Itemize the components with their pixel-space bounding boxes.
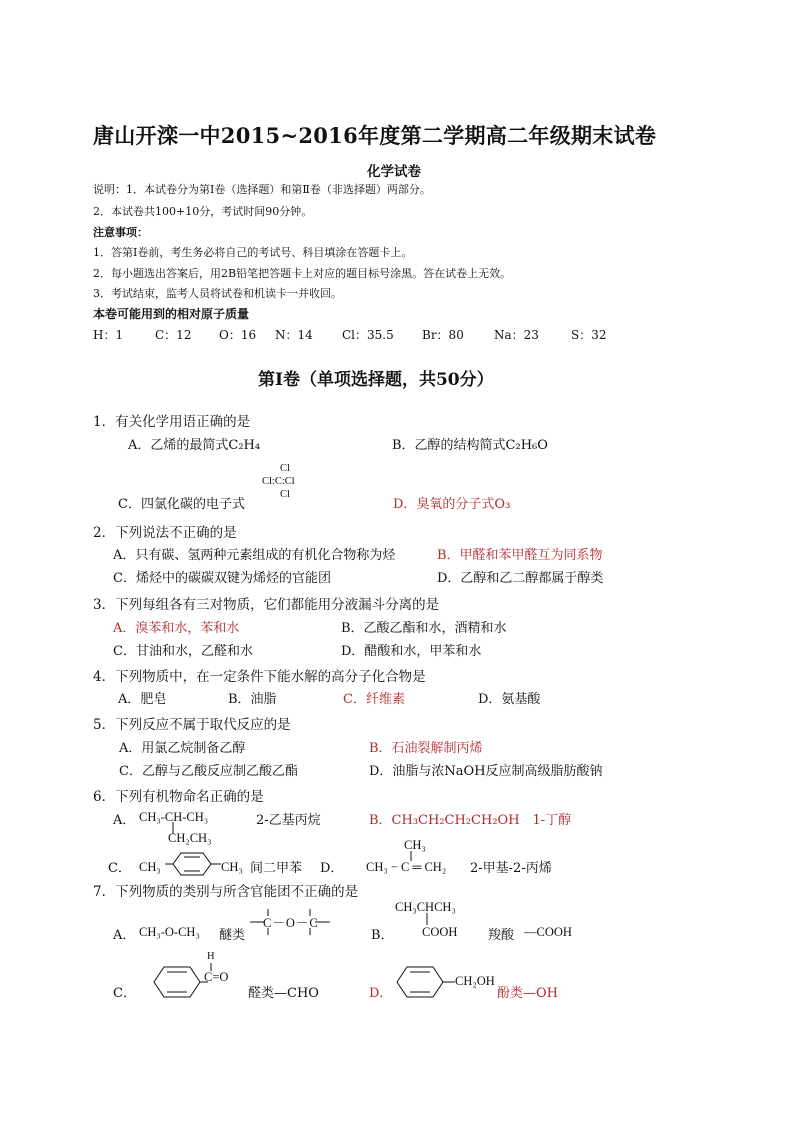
question-4-option-c: C．纤维素 <box>343 692 405 707</box>
atomic-mass-C: C：12 <box>155 328 192 342</box>
atomic-mass-S: S：32 <box>571 328 607 342</box>
instruction-line: 2．本试卷共100+10分，考试时间90分钟。 <box>93 205 313 218</box>
question-7-option-d-group: CH₂OH <box>455 974 495 988</box>
question-5-stem: 5．下列反应不属于取代反应的是 <box>93 717 291 733</box>
question-2-option-b: B．甲醛和苯甲醛互为同系物 <box>437 548 603 563</box>
question-7-option-d-label: D． <box>369 986 393 1001</box>
question-7-option-c-label: C． <box>113 986 136 1001</box>
question-6-option-a-branch: CH₂CH₃ <box>168 831 212 845</box>
question-7-option-b-formula-top: CH₃CHCH₃ <box>395 900 456 914</box>
question-7-option-b-group: —COOH <box>524 925 572 939</box>
instruction-heading: 注意事项： <box>93 226 148 239</box>
atomic-mass-H: H：1 <box>93 328 124 342</box>
question-6-option-d-formula: CH₃ − C ═ CH₂ <box>366 860 447 874</box>
question-3-option-b: B．乙酸乙酯和水，酒精和水 <box>341 621 507 636</box>
section-title: 第Ⅰ卷（单项选择题，共50分） <box>258 370 494 390</box>
question-3-option-c: C．甘油和水，乙醛和水 <box>113 644 253 659</box>
question-2-option-c: C．烯烃中的碳碳双键为烯烃的官能团 <box>113 571 331 586</box>
question-5-option-c: C．乙醇与乙酸反应制乙酸乙酯 <box>119 764 298 779</box>
question-5-option-b: B．石油裂解制丙烯 <box>369 741 483 756</box>
question-1-electron-formula-bottom: Cl <box>280 489 290 500</box>
question-6-option-a-formula: CH₃-CH-CH₃ <box>139 810 209 824</box>
instruction-line: 1．答第Ⅰ卷前，考生务必将自己的考试号、科目填涂在答题卡上。 <box>93 246 413 259</box>
atomic-mass-O: O：16 <box>219 328 257 342</box>
question-5-option-a: A．用氯乙烷制备乙醇 <box>119 741 246 756</box>
question-1-electron-formula-middle: Cl:C:Cl <box>262 476 295 487</box>
question-3-option-d: D．醋酸和水，甲苯和水 <box>341 644 482 659</box>
question-6-option-c-left-group: CH₃ <box>139 860 161 874</box>
question-7-option-a-label: A． <box>113 928 136 943</box>
atomic-mass-Cl: Cl：35.5 <box>342 328 394 342</box>
question-6-option-c-label: C． <box>108 861 131 876</box>
atomic-mass-title: 本卷可能用到的相对原子质量 <box>93 307 250 321</box>
question-1-option-a: A．乙烯的最简式C₂H₄ <box>128 438 261 453</box>
question-2-option-d: D．乙醇和乙二醇都属于醇类 <box>437 571 604 586</box>
question-6-option-c-right-group: CH₃ <box>221 860 243 874</box>
instruction-line: 2．每小题选出答案后，用2B铅笔把答题卡上对应的题目标号涂黑。答在试卷上无效。 <box>93 267 512 280</box>
question-6-option-d-name: 2-甲基-2-丙烯 <box>470 861 552 876</box>
question-3-option-a: A．溴苯和水，苯和水 <box>113 621 240 636</box>
question-1-option-b: B．乙醇的结构简式C₂H₆O <box>392 438 548 453</box>
exam-title: 唐山开滦一中2015~2016年度第二学期高二年级期末试卷 <box>93 123 657 148</box>
question-4-option-b: B．油脂 <box>228 692 277 707</box>
question-7-option-a-class: 醚类 <box>219 928 246 943</box>
question-6-option-d-top-group: CH₃ <box>404 838 426 852</box>
question-1-stem: 1．有关化学用语正确的是 <box>93 414 251 430</box>
question-6-option-a-name: 2-乙基丙烷 <box>256 813 321 828</box>
atomic-mass-N: N：14 <box>275 328 313 342</box>
question-2-option-a: A．只有碳、氢两种元素组成的有机化合物称为烃 <box>113 548 396 563</box>
question-7-option-d-class: 酚类—OH <box>497 986 558 1001</box>
question-6-option-c-name: 间二甲苯 <box>250 861 303 876</box>
question-7-option-b-label: B． <box>371 928 394 943</box>
question-7-stem: 7．下列物质的类别与所含官能团不正确的是 <box>93 884 359 900</box>
question-1-option-d: D．臭氧的分子式O₃ <box>393 497 511 512</box>
benzene-ring-icon <box>165 850 221 878</box>
question-7-b-bond <box>424 913 430 925</box>
benzene-ring-icon <box>393 962 455 1002</box>
question-6-option-d-label: D． <box>320 861 344 876</box>
question-4-option-d: D．氨基酸 <box>478 692 541 707</box>
question-7-option-a-group: C－O－C <box>263 916 319 930</box>
atomic-mass-Br: Br：80 <box>422 328 464 342</box>
atomic-mass-Na: Na：23 <box>494 328 539 342</box>
question-1-option-c: C．四氯化碳的电子式 <box>118 497 245 512</box>
question-7-option-c-class: 醛类—CHO <box>248 986 319 1001</box>
question-7-option-b-class: 羧酸 <box>488 928 515 943</box>
question-7-option-c-carbonyl: C=O <box>204 970 229 984</box>
benzene-ring-icon <box>150 962 208 1002</box>
question-7-option-b-formula-bottom: COOH <box>422 925 458 939</box>
question-1-electron-formula-top: Cl <box>280 463 290 474</box>
question-5-option-d: D．油脂与浓NaOH反应制高级脂肪酸钠 <box>369 764 603 779</box>
question-3-stem: 3．下列每组各有三对物质，它们都能用分液漏斗分离的是 <box>93 597 440 613</box>
question-6-stem: 6．下列有机物命名正确的是 <box>93 789 264 805</box>
question-2-stem: 2．下列说法不正确的是 <box>93 525 237 541</box>
instruction-line: 说明：1．本试卷分为第Ⅰ卷（选择题）和第Ⅱ卷（非选择题）两部分。 <box>93 183 431 196</box>
question-6-option-b: B．CH₃CH₂CH₂CH₂OH 1-丁醇 <box>369 813 572 828</box>
question-4-option-a: A．肥皂 <box>118 692 167 707</box>
question-6-option-a-label: A． <box>113 813 136 828</box>
question-4-stem: 4．下列物质中，在一定条件下能水解的高分子化合物是 <box>93 669 426 685</box>
exam-subtitle: 化学试卷 <box>367 164 421 180</box>
question-7-option-c-h: H <box>207 951 215 962</box>
instruction-line: 3．考试结束，监考人员将试卷和机读卡一并收回。 <box>93 287 342 300</box>
question-7-option-a-formula: CH₃-O-CH₃ <box>139 925 200 939</box>
